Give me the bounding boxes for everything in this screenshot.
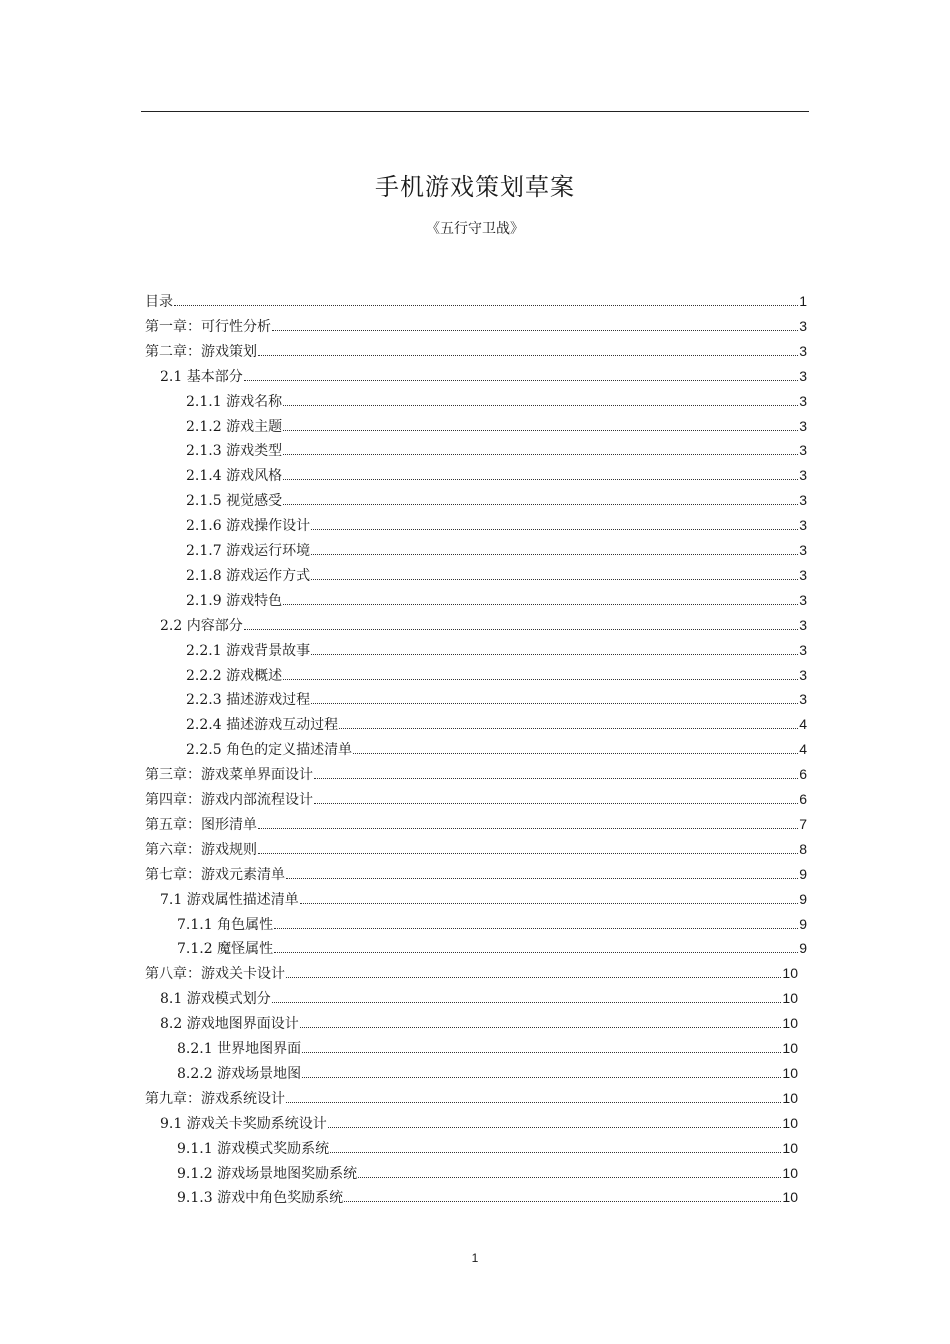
- toc-entry-label: 第一章：可行性分析: [145, 319, 271, 335]
- toc-leader-dots: [272, 322, 798, 331]
- toc-leader-dots: [258, 820, 798, 829]
- toc-entry-page: 3: [799, 467, 807, 483]
- toc-entry-page: 10: [782, 1140, 798, 1156]
- toc-entry-page: 3: [799, 442, 807, 458]
- toc-entry-page: 3: [799, 592, 807, 608]
- toc-entry[interactable]: [186, 713, 807, 735]
- toc-entry-label: 2.1.1 游戏名称: [186, 394, 283, 410]
- toc-entry-page: 3: [799, 567, 807, 583]
- toc-entry-label: 第七章：游戏元素清单: [145, 867, 285, 883]
- toc-entry-label: 2.2.3 描述游戏过程: [186, 692, 311, 708]
- toc-entry-page: 10: [782, 1115, 798, 1131]
- toc-entry-label: 8.2.2 游戏场景地图: [177, 1066, 302, 1082]
- toc-entry[interactable]: [160, 888, 807, 910]
- toc-entry-page: 4: [799, 716, 807, 732]
- toc-entry-page: 9: [799, 916, 807, 932]
- toc-leader-dots: [311, 571, 798, 580]
- toc-leader-dots: [314, 795, 798, 804]
- toc-entry-page: 3: [799, 418, 807, 434]
- toc-entry[interactable]: [186, 415, 807, 437]
- toc-entry[interactable]: [186, 664, 807, 686]
- toc-leader-dots: [353, 745, 798, 754]
- page-number: 1: [471, 1251, 479, 1265]
- toc-entry[interactable]: [160, 365, 807, 387]
- toc-leader-dots: [286, 969, 781, 978]
- toc-entry-label: 2.1.2 游戏主题: [186, 419, 283, 435]
- toc-entry-label: 2.1.4 游戏风格: [186, 468, 283, 484]
- toc-entry[interactable]: [160, 1012, 798, 1034]
- toc-entry-label: 2.2.4 描述游戏互动过程: [186, 717, 339, 733]
- toc-leader-dots: [283, 496, 798, 505]
- toc-leader-dots: [302, 1044, 781, 1053]
- toc-leader-dots: [283, 422, 798, 431]
- toc-entry[interactable]: [186, 564, 807, 586]
- toc-entry-label: 2.1.5 视觉感受: [186, 493, 283, 509]
- toc-entry-page: 3: [799, 368, 807, 384]
- toc-entry[interactable]: [186, 639, 807, 661]
- toc-entry-page: 9: [799, 891, 807, 907]
- toc-entry-page: 10: [782, 1090, 798, 1106]
- toc-entry[interactable]: [160, 987, 798, 1009]
- toc-entry[interactable]: [177, 1162, 798, 1184]
- toc-entry-page: 8: [799, 841, 807, 857]
- toc-entry[interactable]: [177, 1037, 798, 1059]
- toc-entry-page: 3: [799, 667, 807, 683]
- toc-entry[interactable]: [186, 439, 807, 461]
- toc-entry[interactable]: [145, 863, 807, 885]
- toc-entry[interactable]: [186, 464, 807, 486]
- toc-leader-dots: [311, 646, 798, 655]
- toc-leader-dots: [339, 720, 798, 729]
- toc-entry-label: 9.1 游戏关卡奖励系统设计: [160, 1116, 327, 1132]
- toc-entry-page: 7: [799, 816, 807, 832]
- toc-leader-dots: [283, 446, 798, 455]
- toc-entry-page: 10: [782, 1065, 798, 1081]
- toc-entry-label: 2.1 基本部分: [160, 369, 243, 385]
- toc-entry[interactable]: [177, 913, 807, 935]
- toc-entry-label: 7.1.2 魔怪属性: [177, 941, 274, 957]
- toc-entry-page: 10: [782, 1015, 798, 1031]
- toc-entry[interactable]: [186, 489, 807, 511]
- toc-entry[interactable]: [177, 1062, 798, 1084]
- toc-entry-page: 4: [799, 741, 807, 757]
- toc-entry-label: 2.1.7 游戏运行环境: [186, 543, 311, 559]
- toc-entry-page: 10: [782, 1189, 798, 1205]
- toc-entry-label: 2.1.9 游戏特色: [186, 593, 283, 609]
- toc-entry[interactable]: [145, 315, 807, 337]
- toc-leader-dots: [274, 920, 798, 929]
- toc-entry-label: 2.2.5 角色的定义描述清单: [186, 742, 353, 758]
- toc-entry[interactable]: [186, 390, 807, 412]
- toc-entry-page: 9: [799, 940, 807, 956]
- toc-entry-label: 2.2.1 游戏背景故事: [186, 643, 311, 659]
- toc-entry-label: 第五章：图形清单: [145, 817, 257, 833]
- toc-entry-page: 3: [799, 691, 807, 707]
- toc-leader-dots: [314, 770, 798, 779]
- toc-leader-dots: [330, 1144, 781, 1153]
- toc-leader-dots: [302, 1069, 781, 1078]
- toc-entry[interactable]: [186, 688, 807, 710]
- toc-leader-dots: [358, 1169, 781, 1178]
- toc-entry-label: 9.1.2 游戏场景地图奖励系统: [177, 1166, 358, 1182]
- toc-entry-page: 6: [799, 791, 807, 807]
- toc-leader-dots: [258, 845, 798, 854]
- toc-entry[interactable]: [177, 1137, 798, 1159]
- toc-entry-label: 8.2.1 世界地图界面: [177, 1041, 302, 1057]
- toc-entry[interactable]: [186, 539, 807, 561]
- toc-entry-page: 3: [799, 542, 807, 558]
- toc-entry-label: 第九章：游戏系统设计: [145, 1091, 285, 1107]
- toc-entry[interactable]: [145, 340, 807, 362]
- toc-leader-dots: [174, 297, 798, 306]
- toc-entry-label: 9.1.1 游戏模式奖励系统: [177, 1141, 330, 1157]
- toc-entry-page: 10: [782, 1165, 798, 1181]
- toc-entry-label: 7.1 游戏属性描述清单: [160, 892, 299, 908]
- toc-entry[interactable]: [186, 738, 807, 760]
- toc-entry[interactable]: [160, 1112, 798, 1134]
- toc-entry-label: 2.1.6 游戏操作设计: [186, 518, 311, 534]
- toc-leader-dots: [283, 596, 798, 605]
- toc-leader-dots: [300, 895, 798, 904]
- toc-entry-page: 10: [782, 965, 798, 981]
- toc-entry-page: 3: [799, 517, 807, 533]
- toc-entry-label: 2.2.2 游戏概述: [186, 668, 283, 684]
- toc-entry[interactable]: [145, 788, 807, 810]
- toc-entry-label: 9.1.3 游戏中角色奖励系统: [177, 1190, 344, 1206]
- toc-entry-label: 7.1.1 角色属性: [177, 917, 274, 933]
- toc-leader-dots: [283, 397, 798, 406]
- toc-leader-dots: [328, 1119, 782, 1128]
- toc-entry-label: 第八章：游戏关卡设计: [145, 966, 285, 982]
- toc-entry-page: 3: [799, 393, 807, 409]
- toc-entry-label: 2.2 内容部分: [160, 618, 243, 634]
- toc-entry-label: 2.1.3 游戏类型: [186, 443, 283, 459]
- toc-leader-dots: [244, 621, 798, 630]
- toc-entry-label: 第三章：游戏菜单界面设计: [145, 767, 313, 783]
- toc-entry-page: 3: [799, 617, 807, 633]
- toc-entry-page: 1: [799, 293, 807, 309]
- toc-entry-page: 10: [782, 1040, 798, 1056]
- toc-entry-label: 8.2 游戏地图界面设计: [160, 1016, 299, 1032]
- toc-leader-dots: [283, 471, 798, 480]
- toc-entry[interactable]: [186, 514, 807, 536]
- toc-leader-dots: [311, 546, 798, 555]
- toc-leader-dots: [311, 521, 798, 530]
- toc-entry[interactable]: [145, 838, 807, 860]
- toc-leader-dots: [244, 372, 798, 381]
- toc-entry[interactable]: [145, 1087, 798, 1109]
- header-rule: [141, 111, 809, 112]
- toc-leader-dots: [300, 1019, 782, 1028]
- toc-entry[interactable]: [145, 962, 798, 984]
- document-subtitle: 《五行守卫战》: [426, 221, 524, 237]
- document-title: 手机游戏策划草案: [375, 173, 575, 201]
- toc-entry-page: 3: [799, 642, 807, 658]
- toc-entry-page: 3: [799, 318, 807, 334]
- toc-entry[interactable]: [145, 290, 807, 312]
- toc-entry-label: 第四章：游戏内部流程设计: [145, 792, 313, 808]
- toc-leader-dots: [258, 347, 798, 356]
- toc-entry-page: 10: [782, 990, 798, 1006]
- toc-leader-dots: [283, 671, 798, 680]
- toc-entry[interactable]: [160, 614, 807, 636]
- toc-entry-label: 第六章：游戏规则: [145, 842, 257, 858]
- toc-entry-label: 8.1 游戏模式划分: [160, 991, 271, 1007]
- toc-leader-dots: [311, 695, 798, 704]
- toc-leader-dots: [286, 1094, 781, 1103]
- toc-entry-page: 9: [799, 866, 807, 882]
- toc-entry-page: 6: [799, 766, 807, 782]
- toc-entry[interactable]: [145, 763, 807, 785]
- toc-entry[interactable]: [145, 813, 807, 835]
- toc-entry-page: 3: [799, 492, 807, 508]
- toc-leader-dots: [344, 1193, 781, 1202]
- toc-entry-label: 2.1.8 游戏运作方式: [186, 568, 311, 584]
- toc-entry[interactable]: [186, 589, 807, 611]
- toc-leader-dots: [274, 944, 798, 953]
- toc-entry-page: 3: [799, 343, 807, 359]
- toc-entry-label: 第二章：游戏策划: [145, 344, 257, 360]
- toc-entry-label: 目录: [145, 294, 173, 310]
- toc-entry[interactable]: [177, 937, 807, 959]
- toc-leader-dots: [272, 994, 782, 1003]
- toc-entry[interactable]: [177, 1186, 798, 1208]
- toc-leader-dots: [286, 870, 798, 879]
